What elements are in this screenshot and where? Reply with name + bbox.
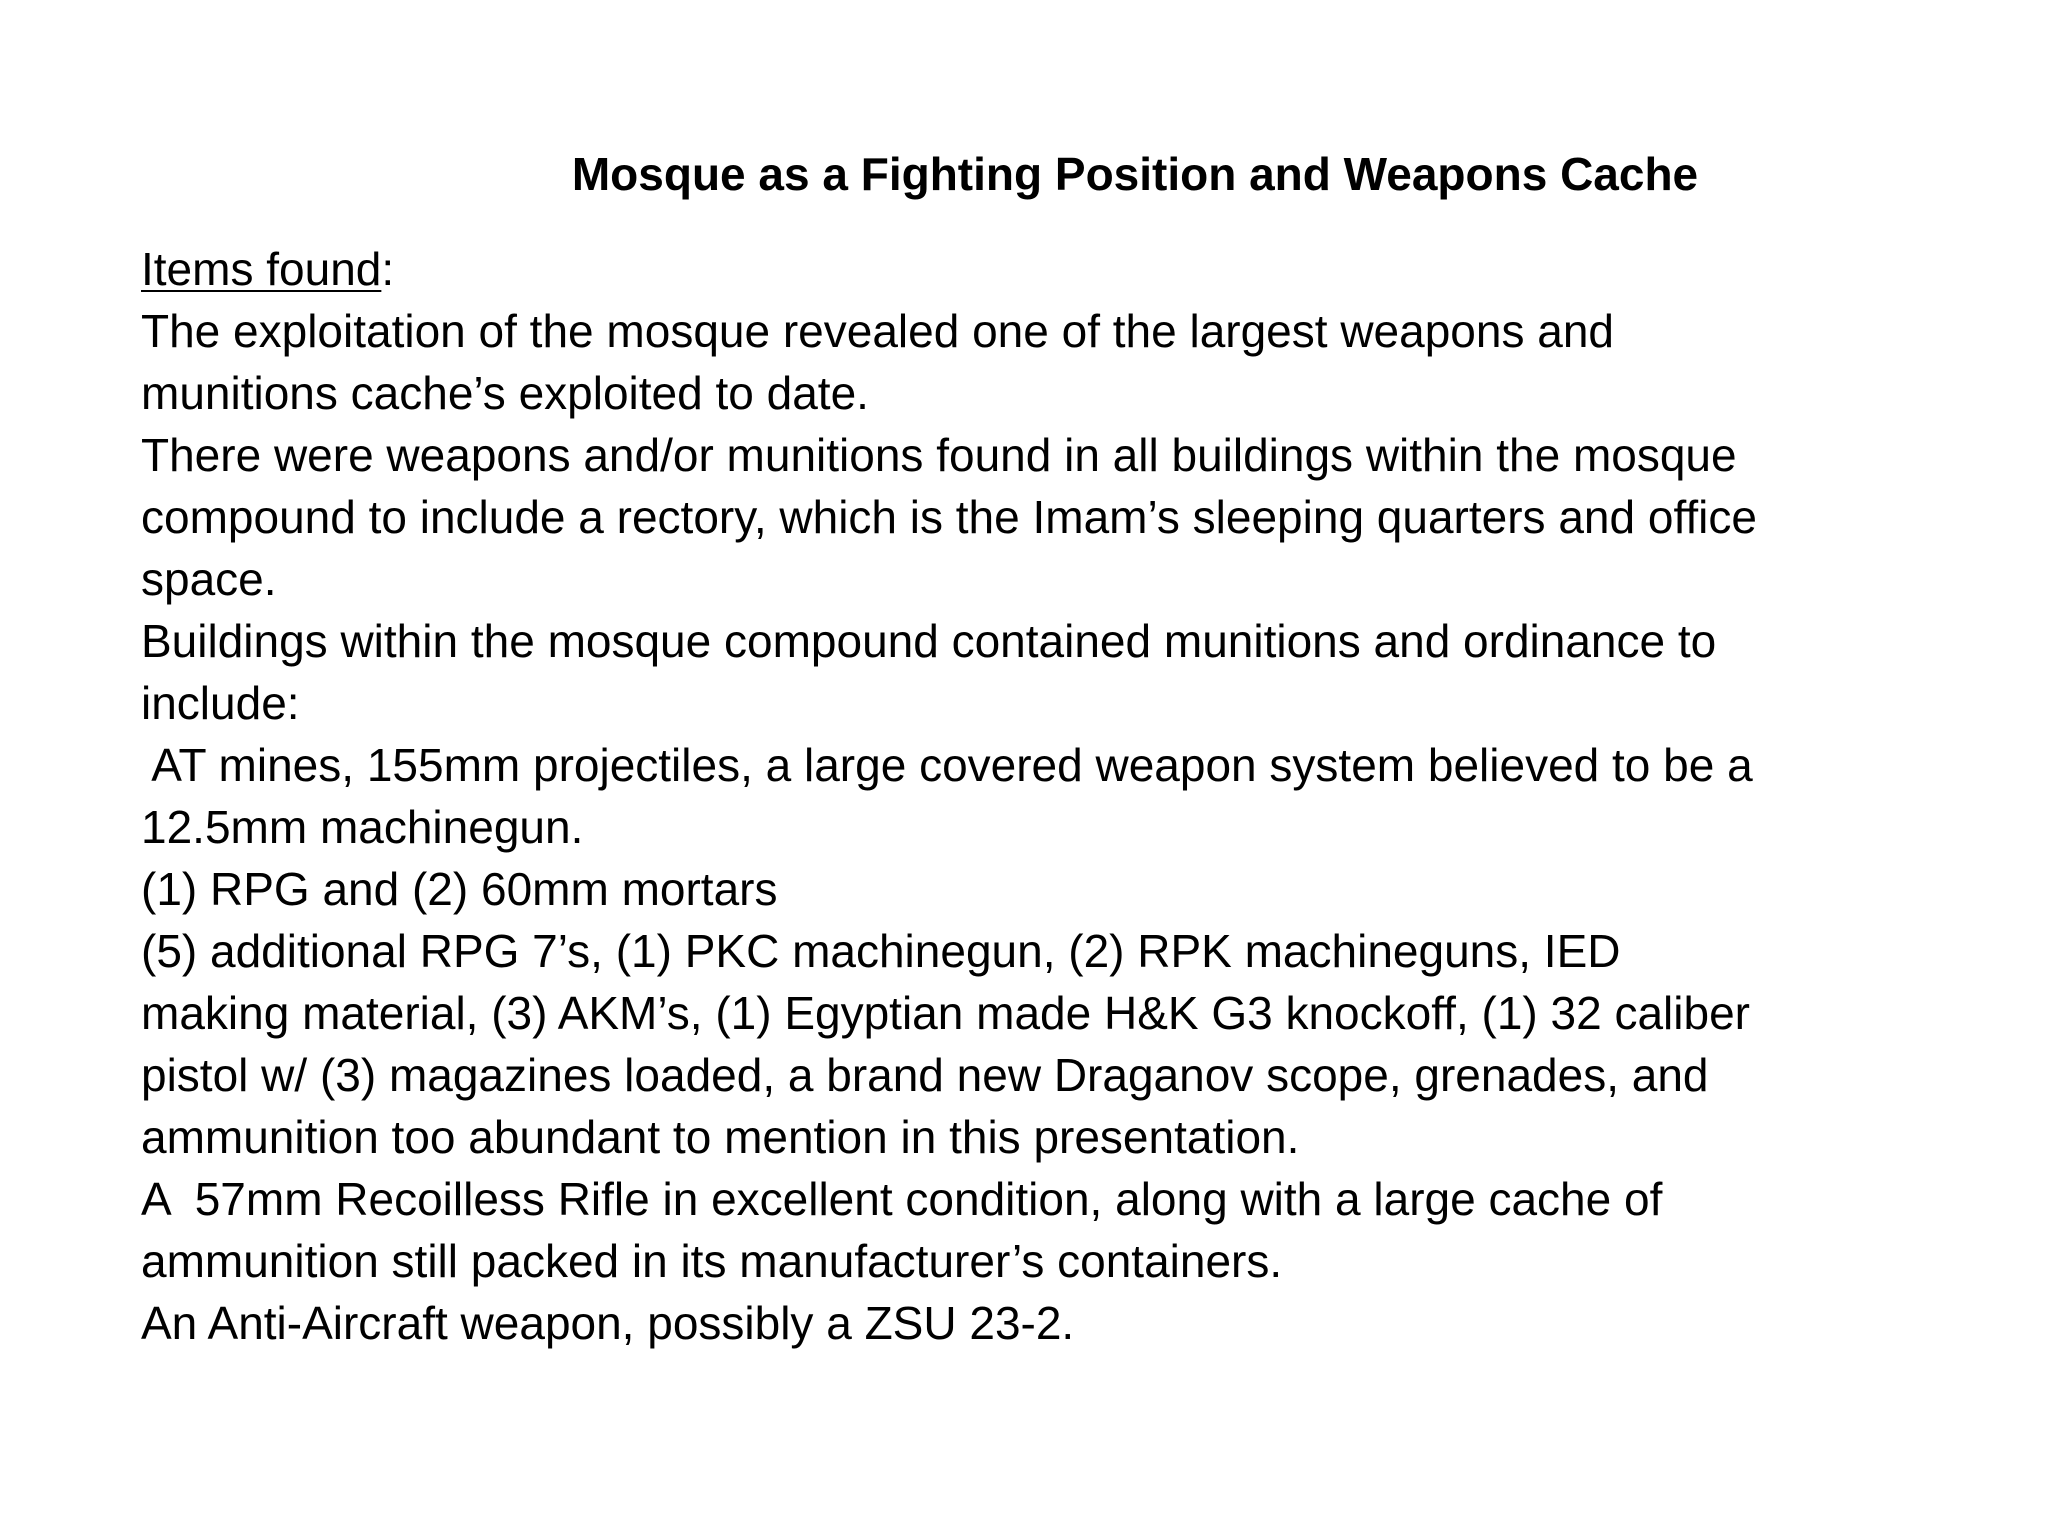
body-line: Buildings within the mosque compound contained munitions and ordinance to xyxy=(141,615,1717,667)
body-line: AT mines, 155mm projectiles, a large covered weapon system believed to be a xyxy=(141,739,1753,791)
body-line: making material, (3) AKM’s, (1) Egyptian made H&K G3 knockoff, (1) 32 caliber xyxy=(141,987,1750,1039)
body-line: ammunition still packed in its manufacturer’s containers. xyxy=(141,1235,1283,1287)
slide-title: Mosque as a Fighting Position and Weapons Cache xyxy=(571,148,1699,200)
body-line: (5) additional RPG 7’s, (1) PKC machinegun, (2) RPK machineguns, IED xyxy=(141,925,1621,977)
body-line: include: xyxy=(141,677,300,729)
body-line: compound to include a rectory, which is the Imam’s sleeping quarters and office xyxy=(141,491,1757,543)
section-heading-line xyxy=(141,238,1981,300)
body-line: An Anti-Aircraft weapon, possibly a ZSU 23-2. xyxy=(141,1297,1075,1349)
body-line: 12.5mm machinegun. xyxy=(141,801,584,853)
body-line: The exploitation of the mosque revealed one of the largest weapons and xyxy=(141,305,1614,357)
body-line: (1) RPG and (2) 60mm mortars xyxy=(141,863,778,915)
body-line: space. xyxy=(141,553,277,605)
body-line: A 57mm Recoilless Rifle in excellent condition, along with a large cache of xyxy=(141,1173,1663,1225)
body-line: pistol w/ (3) magazines loaded, a brand new Draganov scope, grenades, and xyxy=(141,1049,1709,1101)
slide-body xyxy=(141,238,1981,1354)
body-line: munitions cache’s exploited to date. xyxy=(141,367,869,419)
section-heading-colon: : xyxy=(381,243,395,295)
body-line: There were weapons and/or munitions found in all buildings within the mosque xyxy=(141,429,1737,481)
body-line: ammunition too abundant to mention in this presentation. xyxy=(141,1111,1300,1163)
section-heading: Items found xyxy=(141,243,382,295)
